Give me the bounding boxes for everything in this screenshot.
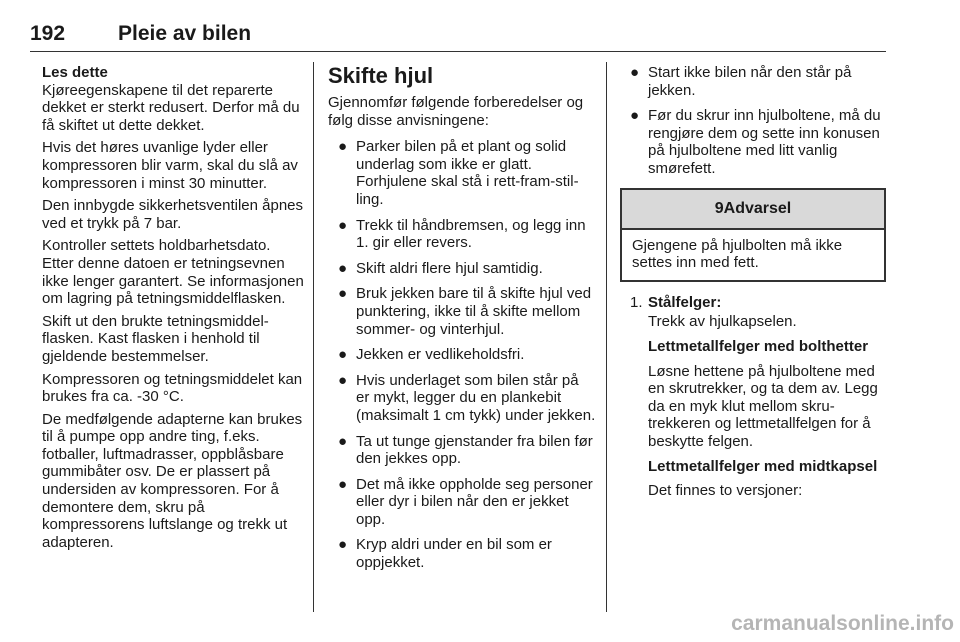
page-title: Pleie av bilen [118,22,252,45]
bullet-icon: ● [338,138,348,156]
column-1 [42,64,304,556]
bullet-icon: ● [338,432,348,450]
bullet-icon: ● [338,259,348,277]
header-divider [30,51,886,52]
column-divider-left [313,62,314,612]
note-heading: Les dette [42,64,108,81]
list-item-text: Før du skrur inn hjulboltene, må du rengjøre dem og sette inn konusen på hjulboltene med litt vanlig smørefett. [648,107,881,177]
list-item [328,217,596,252]
intro-text: Gjennomfør følgende forberedelser og følg disse anvisningene: [328,94,584,129]
warning-header [622,190,884,230]
step-number: 1. [630,293,643,311]
list-item [328,476,596,529]
bullet-list [620,64,888,178]
bullet-icon: ● [338,346,348,364]
warning-title: Advarsel [723,199,792,217]
bullet-icon: ● [338,216,348,234]
step-text: Det finnes to versjoner: [648,482,803,500]
paragraph: Kontroller settets holdbarhetsdato. Etter denne datoen er tetningsevnen ikke lenger garantert. Se informasjonen om lagring på tetningsmiddelflasken. [42,237,304,308]
list-item-text: Kryp aldri under en bil som er oppjekket. [356,536,552,572]
step-title: Stålfelger: [648,293,722,311]
bullet-icon: ● [630,107,640,125]
list-item [620,107,888,177]
page-header [30,22,886,50]
bullet-list [328,138,596,571]
list-item-text: Parker bilen på et plant og solid underlag som ikke er glatt. Forhjulene skal stå i rett-fram-stilling. [356,138,579,208]
paragraph: Kompressoren og tetningsmiddelet kan brukes fra ca. -30 °C. [42,370,303,406]
column-3 [620,64,888,507]
subheading: Lettmetallfelger med bolthetter [648,337,869,355]
list-item-text: Hvis underlaget som bilen står på er mykt, legger du en plankebit (maksimalt 1 cm tykk) under jekken. [356,371,596,424]
paragraph: Den innbygde sikkerhetsventilen åpnes ved et trykk på 7 bar. [42,197,303,232]
list-item [328,433,596,468]
bullet-icon: ● [630,64,640,81]
list-item [328,138,596,208]
column-2 [328,64,596,580]
list-item-text: Jekken er vedlikeholdsfri. [356,346,525,364]
bullet-icon: ● [338,475,348,493]
warning-triangle-icon: 9 [714,199,724,217]
subheading: Lettmetallfelger med midtkapsel [648,457,878,475]
page-number: 192 [30,22,66,45]
bullet-icon: ● [338,536,348,554]
paragraph: De medfølgende adapterne kan brukes til å pumpe opp andre ting, f.eks. fotballer, luftmadrasser, oppblåsbare gummibåter osv. De er plassert på undersiden av kompressoren. For å demontere dem, skru på kompressorens luftslange og trekk ut adapteren. [42,410,303,551]
list-item-text: Start ikke bilen når den står på jekken. [648,64,852,99]
bullet-icon: ● [338,371,348,389]
section-title: Skifte hjul [328,63,434,88]
numbered-step [620,294,888,500]
bullet-icon: ● [338,285,348,303]
list-item-text: Skift aldri flere hjul samtidig. [356,259,543,277]
column-divider-right [606,62,607,612]
list-item-text: Ta ut tunge gjenstander fra bilen før den jekkes opp. [356,432,593,468]
warning-box [620,188,886,282]
list-item [328,536,596,571]
list-item [328,346,596,364]
paragraph: Hvis det høres uvanlige lyder eller kompressoren blir varm, skal du slå av kompressoren i minst 30 minutter. [42,139,298,192]
paragraph: Kjøreegenskapene til det reparerte dekket er sterkt redusert. Derfor må du få skiftet ut dette dekket. [42,81,300,134]
list-item [328,260,596,278]
step-text: Trekk av hjulkapselen. [648,313,797,331]
list-item-text: Bruk jekken bare til å skifte hjul ved punktering, ikke til å skifte mellom sommer- og vinterhjul. [356,285,592,338]
list-item [328,372,596,425]
list-item-text: Trekk til håndbremsen, og legg inn 1. gir eller revers. [356,216,586,252]
list-item [620,64,888,99]
list-item [328,285,596,338]
watermark: carmanualsonline.info [731,612,954,635]
step-text: Løsne hettene på hjulboltene med en skrutrekker, og ta dem av. Legg da en myk klut mellom skrutrekkeren og lettmetallfelgen for å beskytte felgen. [648,362,878,450]
paragraph: Skift ut den brukte tetningsmiddelflasken. Kast flasken i henhold til gjeldende bestemmelser. [42,312,269,365]
list-item-text: Det må ikke oppholde seg personer eller dyr i bilen når den er jekket opp. [356,475,593,528]
warning-text: Gjengene på hjulbolten må ikke settes inn med fett. [632,236,843,272]
